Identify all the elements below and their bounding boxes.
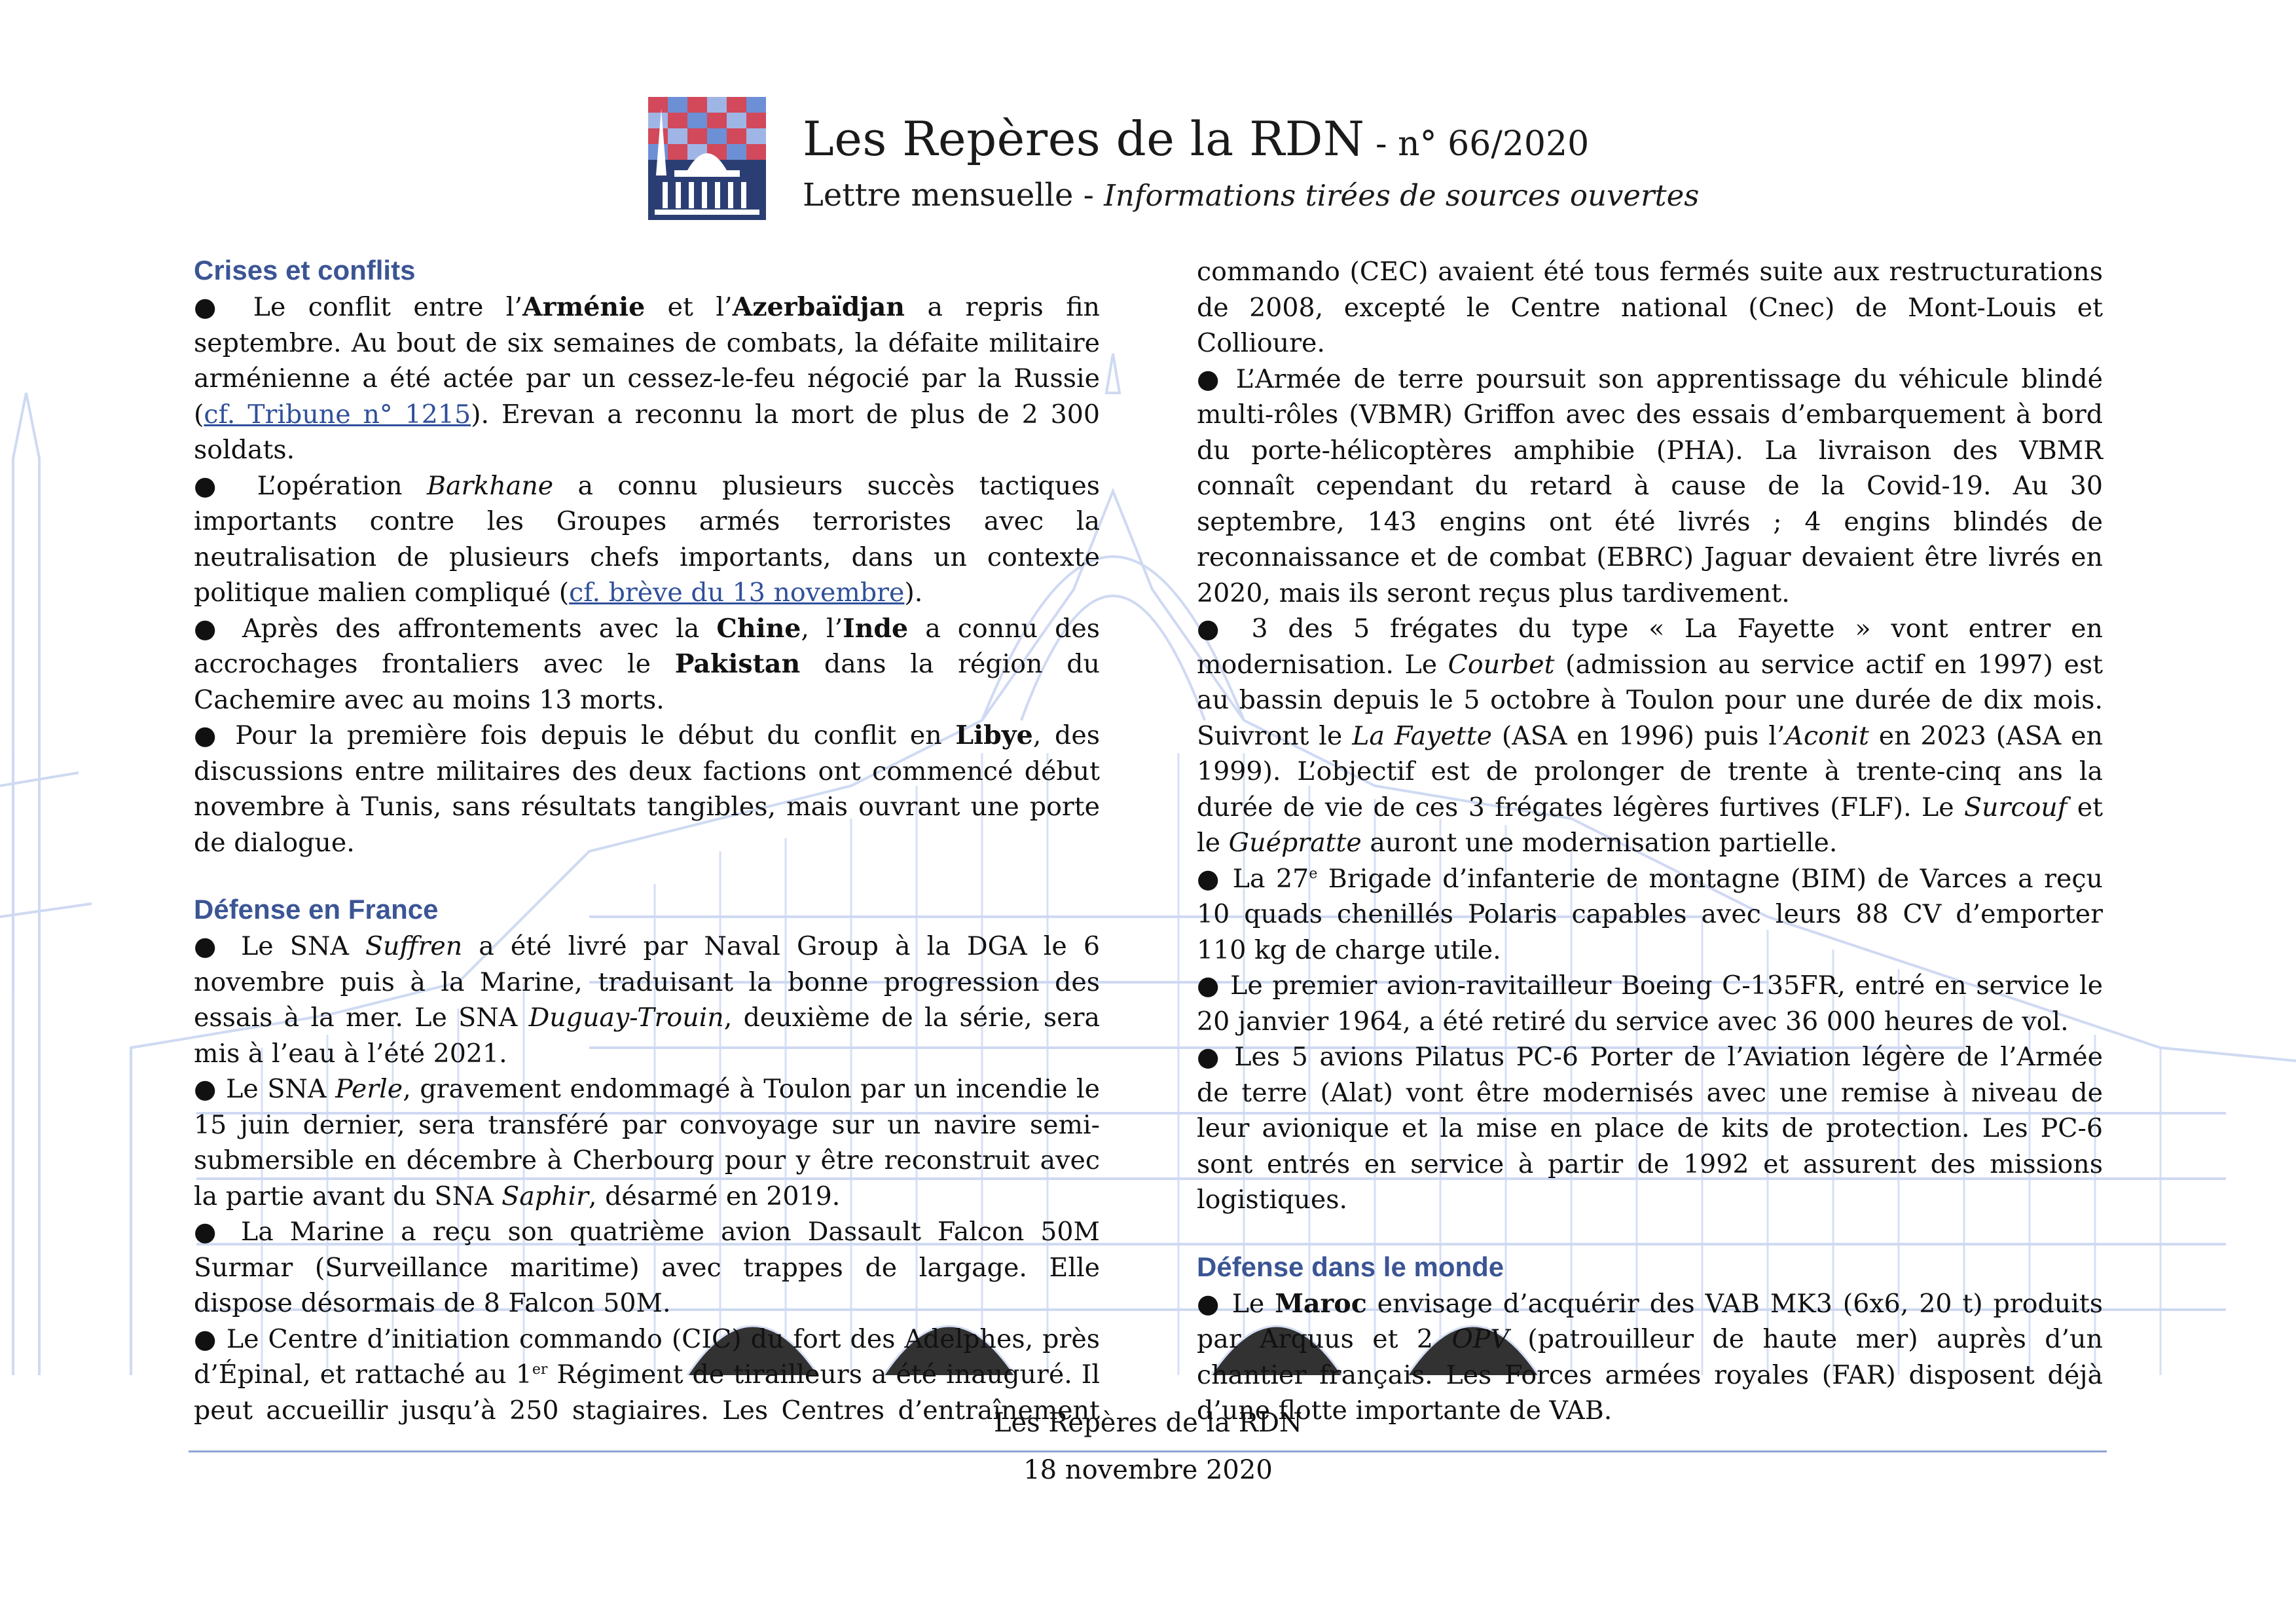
crises-item-armenia: ● Le conflit entre l’Arménie et l’Azerbaïdjan a repris fin septembre. Au bout de six semaines de combats, la défaite militaire arménienne a été actée par un cessez-le-feu négocié par la Russie (cf. Tribune n° 1215). Erevan a reconnu la mort de plus de 2 300 soldats. bbox=[194, 292, 1100, 465]
title-line bbox=[803, 111, 1589, 166]
subtitle-italic: Informations tirées de sources ouvertes bbox=[1104, 178, 1700, 213]
world-item-maroc: ● Le Maroc envisage d’acquérir des VAB MK3 (6x6, 20 t) produits par Arquus et 2 OPV (patrouilleur de haute mer) auprès d’un chantier français. Les Forces armées royales (FAR) disposent déjà d’une flotte importante de VAB. bbox=[1197, 1288, 2103, 1426]
france-item-perle: ● Le SNA Perle, gravement endommagé à Toulon par un incendie le 15 juin dernier, sera transféré par convoyage sur un navire semi-submersible en décembre à Cherbourg pour y être reconstruit avec la partie avant du SNA Saphir, désarmé en 2019. bbox=[194, 1074, 1100, 1211]
france-item-bim: ● La 27e Brigade d’infanterie de montagne (BIM) de Varces a reçu 10 quads chenillés Polaris capables avec leurs 88 CV d’emporter 110 kg de charge utile. bbox=[1197, 863, 2103, 965]
rdn-logo bbox=[648, 97, 766, 220]
section-heading-world: Défense dans le monde bbox=[1197, 1251, 1504, 1282]
crises-item-inde: ● Après des affrontements avec la Chine, l’Inde a connu des accrochages frontaliers avec le Pakistan dans la région du Cachemire avec au moins 13 morts. bbox=[194, 613, 1101, 715]
france-item-cic: ● Le Centre d’initiation commando (CIC) du fort des Adelphes, près d’Épinal, et rattaché au 1er Régiment de tirailleurs a été inauguré. Il peut accueillir jusqu’à 250 stagiaires. Les Centres d’entraînement bbox=[194, 1323, 1101, 1426]
france-item-falcon: ● La Marine a reçu son quatrième avion Dassault Falcon 50M Surmar (Surveillance maritime) avec trappes de largage. Elle dispose désormais de 8 Falcon 50M. bbox=[194, 1217, 1100, 1318]
subtitle: Lettre mensuelle - bbox=[803, 177, 1104, 213]
issue-number: - n° 66/2020 bbox=[1364, 124, 1590, 164]
masthead bbox=[648, 97, 1700, 228]
france-item-fregates: ● 3 des 5 frégates du type « La Fayette » vont entrer en modernisation. Le Courbet (admission au service actif en 1997) est au bassin depuis le 5 octobre à Toulon pour une durée de dix mois. Suivront le La Fayette (ASA en 1996) puis l’Aconit en 2023 (ASA en 1999). L’objectif est de prolonger de trente à trente-cinq ans la durée de vie de ces 3 frégates légères furtives (FLF). Le Surcouf et le Guépratte auront une modernisation partielle. bbox=[1197, 614, 2103, 858]
france-item-pc6: ● Les 5 avions Pilatus PC-6 Porter de l’Aviation légère de l’Armée de terre (Alat) vont être modernisés avec une remise à niveau de leur avionique et la mise en place de kits de protection. Les PC-6 sont entrés en service à partir de 1992 et assurent des missions logistiques. bbox=[1197, 1042, 2103, 1215]
footer-date: 18 novembre 2020 bbox=[1023, 1455, 1273, 1485]
tribune-link[interactable]: cf. Tribune n° 1215 bbox=[204, 399, 471, 430]
crises-item-barkhane: ● L’opération Barkhane a connu plusieurs succès tactiques importants contre les Groupes armés terroristes avec la neutralisation de plusieurs chefs importants, dans un contexte politique malien compliqué (cf. brève du 13 novembre). bbox=[194, 470, 1101, 608]
section-heading-crises: Crises et conflits bbox=[194, 255, 416, 286]
right-column bbox=[1197, 254, 2103, 1429]
france-item-c135: ● Le premier avion-ravitailleur Boeing C-135FR, entré en service le 20 janvier 1964, a été retiré du service avec 36 000 heures de vol. bbox=[1197, 970, 2103, 1037]
france-item-suffren: ● Le SNA Suffren a été livré par Naval Group à la DGA le 6 novembre puis à la Marine, traduisant la bonne progression des essais à la mer. Le SNA Duguay-Trouin, deuxième de la série, sera mis à l’eau à l’été 2021. bbox=[194, 931, 1100, 1069]
page-title: Les Repères de la RDN bbox=[803, 111, 1365, 166]
crises-item-libye: ● Pour la première fois depuis le début du conflit en Libye, des discussions entre militaires des deux factions ont commencé début novembre à Tunis, sans résultats tangibles, mais ouvrant une porte de dialogue. bbox=[194, 720, 1100, 858]
france-item-cic-continued: commando (CEC) avaient été tous fermés suite aux restructurations de 2008, excepté le Centre national (Cnec) de Mont-Louis et Collioure. bbox=[1197, 257, 2103, 358]
section-heading-france: Défense en France bbox=[194, 894, 439, 925]
left-column bbox=[194, 254, 1100, 1428]
subtitle-line bbox=[803, 177, 1699, 213]
france-item-griffon: ● L’Armée de terre poursuit son apprentissage du véhicule blindé multi-rôles (VBMR) Griffon avec des essais d’embarquement à bord du porte-hélicoptères amphibie (PHA). La livraison des VBMR connaît cependant du retard à cause de la Covid-19. Au 30 septembre, 143 engins ont été livrés ; 4 engins blindés de reconnaissance et de combat (EBRC) Jaguar devaient être livrés en 2020, mais ils seront reçus plus tardivement. bbox=[1197, 363, 2103, 608]
footer-divider bbox=[189, 1450, 2107, 1452]
footer-publication: Les Repères de la RDN bbox=[993, 1408, 1303, 1438]
breve-link[interactable]: cf. brève du 13 novembre bbox=[569, 578, 905, 608]
